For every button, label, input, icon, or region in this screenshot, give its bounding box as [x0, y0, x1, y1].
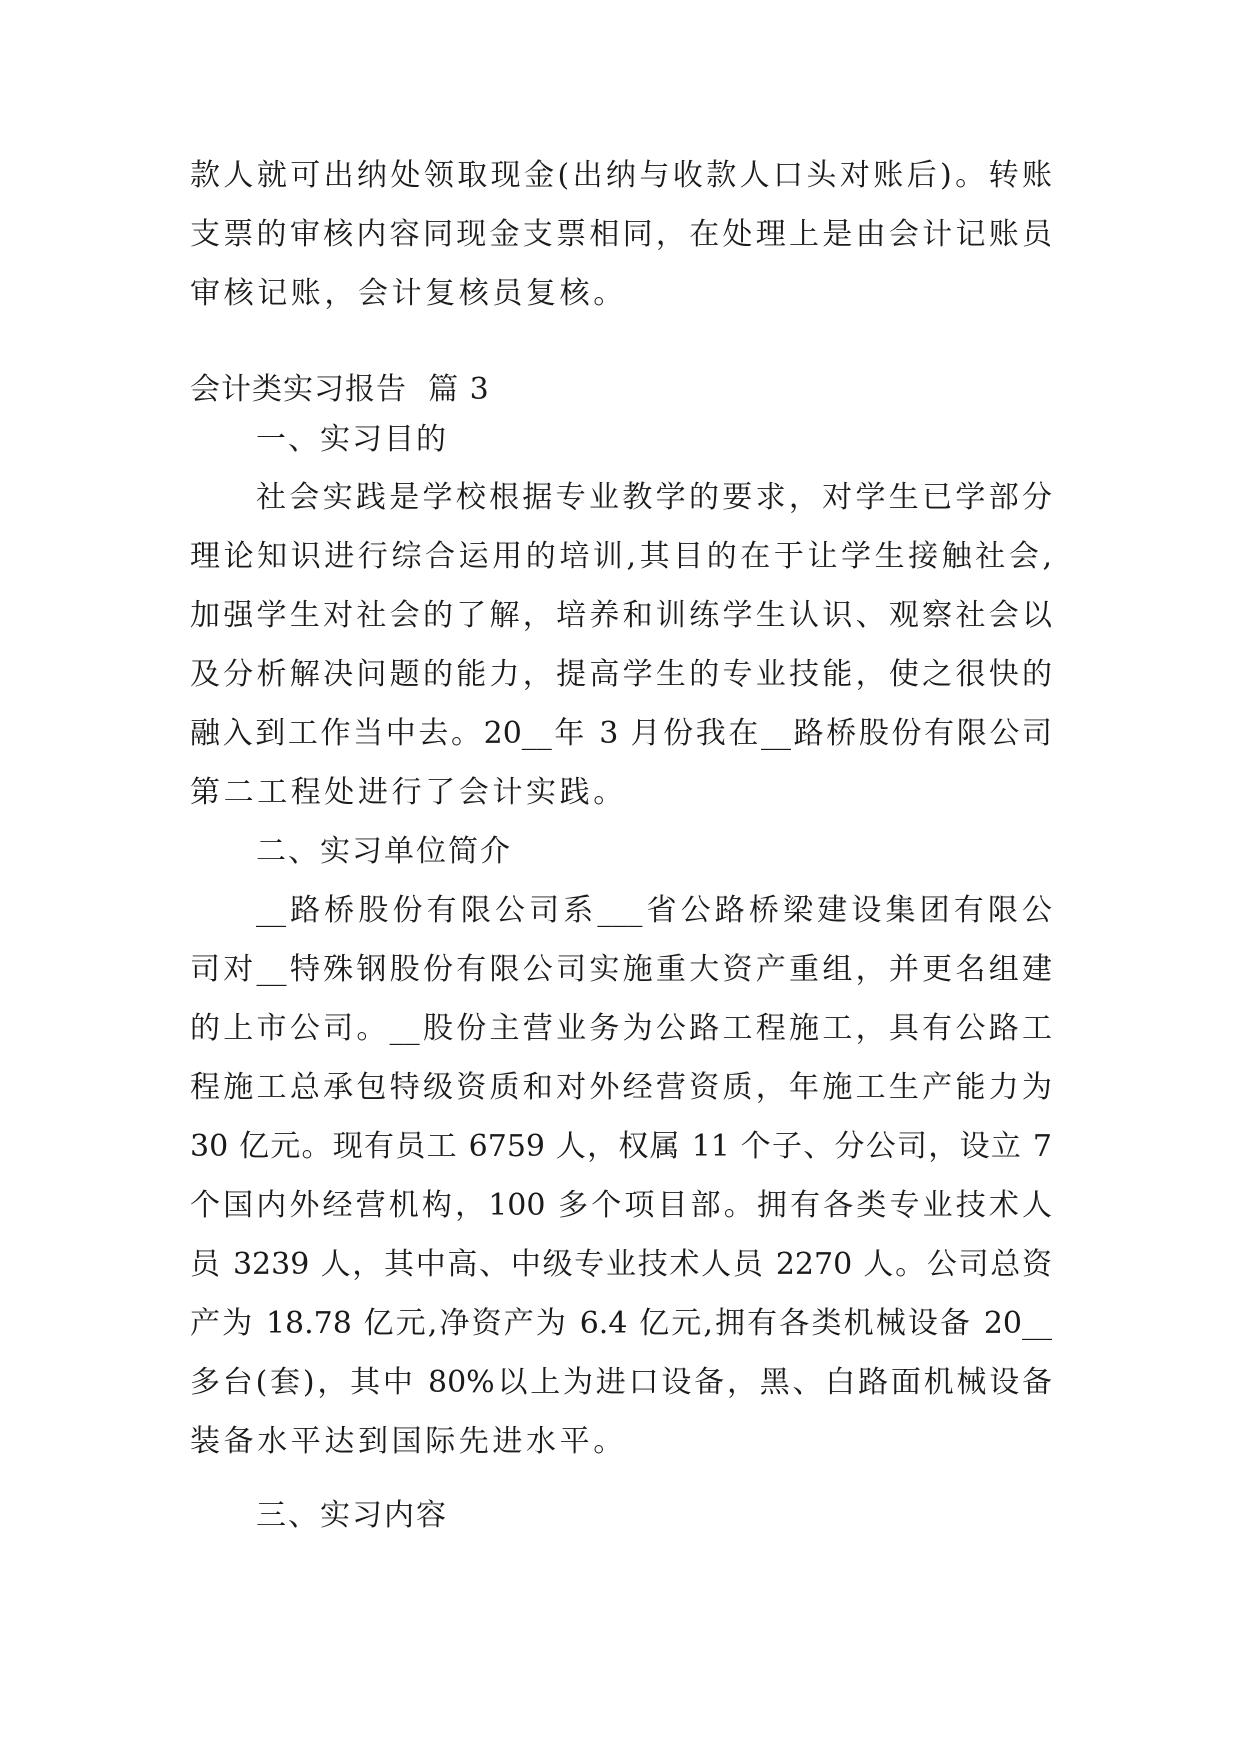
section-title: 会计类实习报告 篇 3: [190, 372, 490, 407]
paragraph-line: 融入到工作当中去。20__年 3 月份我在__路桥股份有限公司: [190, 716, 1052, 751]
section-heading: 三、实习内容: [256, 1498, 448, 1533]
paragraph-line: 的上市公司。__股份主营业务为公路工程施工，具有公路工: [190, 1011, 1052, 1046]
paragraph-line: 审核记账，会计复核员复核。: [190, 276, 627, 311]
paragraph-line: 个国内外经营机构，100 多个项目部。拥有各类专业技术人: [190, 1188, 1052, 1223]
paragraph-line: 第二工程处进行了会计实践。: [190, 775, 627, 810]
paragraph-line: __路桥股份有限公司系___省公路桥梁建设集团有限公: [256, 893, 1052, 928]
paragraph-line: 支票的审核内容同现金支票相同，在处理上是由会计记账员: [190, 217, 1052, 252]
section-heading: 二、实习单位简介: [256, 834, 512, 869]
section-heading: 一、实习目的: [256, 422, 448, 457]
paragraph-line: 多台(套)，其中 80%以上为进口设备，黑、白路面机械设备: [190, 1365, 1052, 1400]
paragraph-line: 款人就可出纳处领取现金(出纳与收款人口头对账后)。转账: [190, 158, 1052, 193]
paragraph-line: 30 亿元。现有员工 6759 人，权属 11 个子、分公司，设立 7: [190, 1129, 1052, 1164]
paragraph-line: 及分析解决问题的能力，提高学生的专业技能，使之很快的: [190, 657, 1052, 692]
paragraph-line: 社会实践是学校根据专业教学的要求，对学生已学部分: [256, 480, 1052, 515]
paragraph-line: 员 3239 人，其中高、中级专业技术人员 2270 人。公司总资: [190, 1247, 1052, 1282]
paragraph-line: 产为 18.78 亿元,净资产为 6.4 亿元,拥有各类机械设备 20__: [190, 1306, 1052, 1341]
paragraph-line: 司对__特殊钢股份有限公司实施重大资产重组，并更名组建: [190, 952, 1052, 987]
paragraph-line: 装备水平达到国际先进水平。: [190, 1424, 627, 1459]
paragraph-line: 加强学生对社会的了解，培养和训练学生认识、观察社会以: [190, 598, 1052, 633]
paragraph-line: 理论知识进行综合运用的培训,其目的在于让学生接触社会,: [190, 539, 1052, 574]
paragraph-line: 程施工总承包特级资质和对外经营资质，年施工生产能力为: [190, 1070, 1052, 1105]
